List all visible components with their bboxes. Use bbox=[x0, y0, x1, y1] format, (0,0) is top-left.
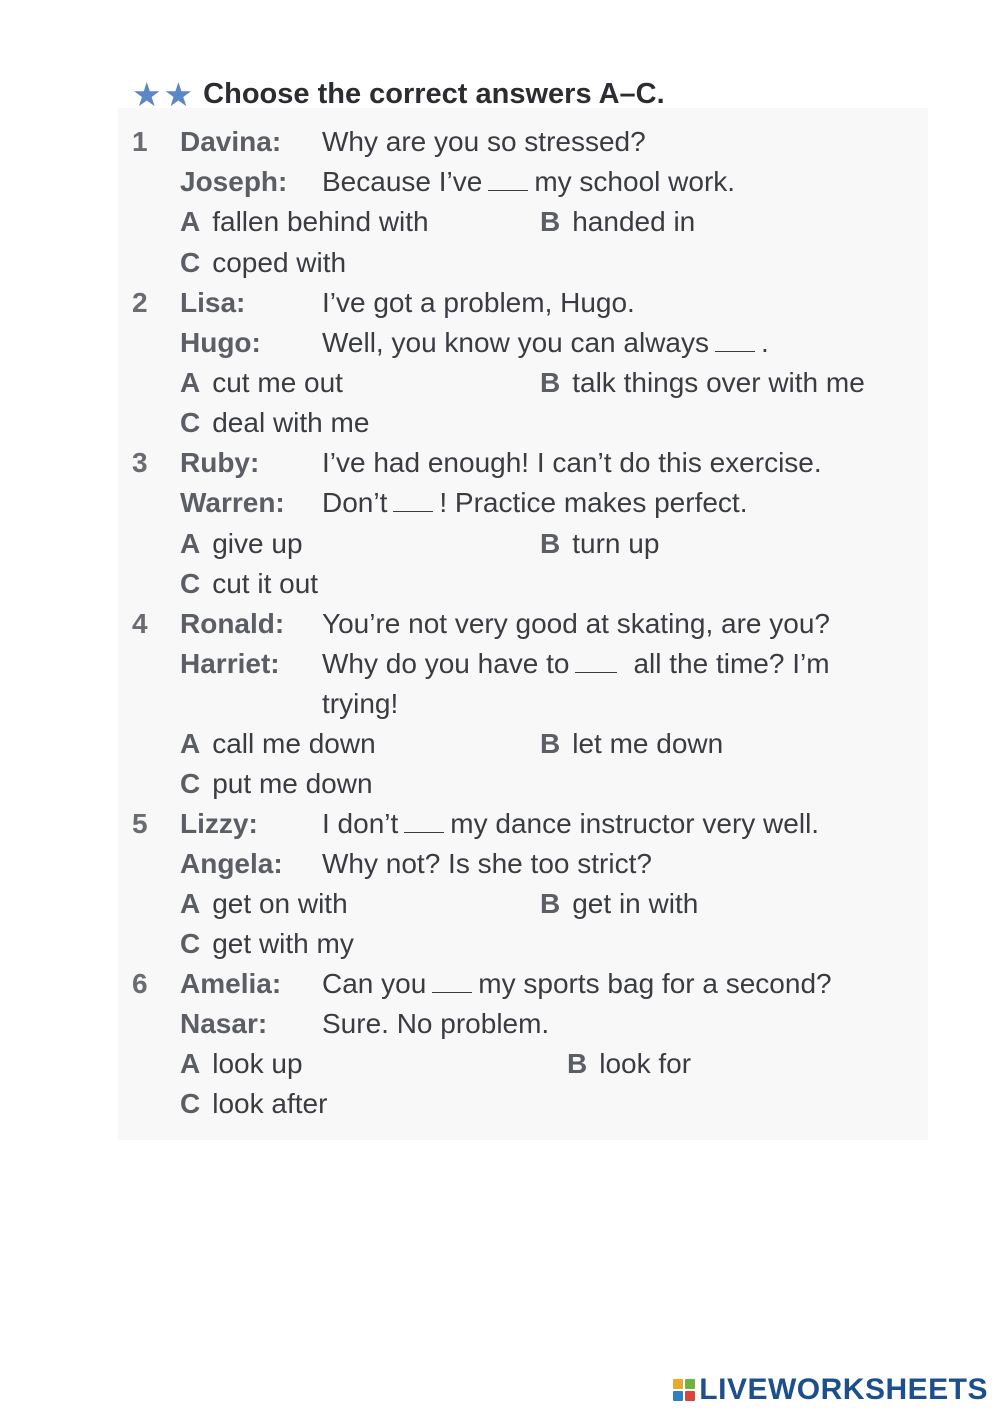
option-letter: C bbox=[180, 1088, 201, 1119]
dialogue-text-after: my school work. bbox=[534, 166, 736, 197]
brand-name: LIVEWORKSHEETS bbox=[699, 1373, 988, 1406]
option-text: get in with bbox=[572, 888, 699, 919]
option-text: turn up bbox=[572, 528, 660, 559]
option-letter: A bbox=[180, 1048, 201, 1079]
dialogue-text: Well, you know you can always bbox=[322, 327, 709, 358]
option-letter: A bbox=[180, 888, 201, 919]
question-1-option-a[interactable] bbox=[180, 202, 429, 242]
question-number: 2 bbox=[132, 287, 148, 318]
question-4-option-b[interactable] bbox=[540, 724, 723, 764]
option-text: cut it out bbox=[212, 568, 319, 599]
option-letter: B bbox=[567, 1048, 588, 1079]
option-letter: B bbox=[540, 728, 561, 759]
question-3-line-1 bbox=[132, 443, 822, 483]
question-2-option-a[interactable] bbox=[180, 363, 343, 403]
logo-cell bbox=[673, 1391, 683, 1401]
speaker-label: Angela: bbox=[180, 848, 283, 879]
option-text: call me down bbox=[212, 728, 376, 759]
question-5-option-a[interactable] bbox=[180, 884, 348, 924]
liveworksheets-logo-icon bbox=[673, 1379, 695, 1401]
speaker-label: Hugo: bbox=[180, 327, 261, 358]
option-text: deal with me bbox=[212, 407, 370, 438]
question-3-option-b[interactable] bbox=[540, 524, 659, 564]
speaker-label: Davina: bbox=[180, 126, 282, 157]
dialogue-text-after: my dance instructor very well. bbox=[450, 808, 820, 839]
option-text: get on with bbox=[212, 888, 348, 919]
dialogue-text-after: . bbox=[761, 327, 769, 358]
answer-blank bbox=[715, 351, 755, 352]
option-letter: C bbox=[180, 928, 201, 959]
dialogue-text: I’ve got a problem, Hugo. bbox=[322, 287, 635, 318]
answer-blank bbox=[393, 511, 433, 512]
question-4-line-1 bbox=[132, 604, 830, 644]
answer-blank bbox=[575, 672, 617, 673]
exercise-heading bbox=[132, 72, 665, 116]
option-text: put me down bbox=[212, 768, 373, 799]
logo-cell bbox=[685, 1391, 695, 1401]
logo-cell bbox=[673, 1379, 683, 1389]
dialogue-text: trying! bbox=[322, 688, 399, 719]
question-1-option-c[interactable] bbox=[180, 243, 346, 283]
question-5-option-c[interactable] bbox=[180, 924, 354, 964]
speaker-label: Amelia: bbox=[180, 968, 282, 999]
speaker-label: Ruby: bbox=[180, 447, 260, 478]
question-2-option-c[interactable] bbox=[180, 403, 369, 443]
dialogue-text: Why do you have to bbox=[322, 648, 570, 679]
option-letter: C bbox=[180, 568, 201, 599]
logo-cell bbox=[685, 1379, 695, 1389]
speaker-label: Lisa: bbox=[180, 287, 246, 318]
option-letter: C bbox=[180, 768, 201, 799]
answer-blank bbox=[432, 992, 472, 993]
question-number: 1 bbox=[132, 126, 148, 157]
speaker-label: Ronald: bbox=[180, 608, 285, 639]
dialogue-text: Don’t bbox=[322, 487, 388, 518]
question-4-option-a[interactable] bbox=[180, 724, 376, 764]
question-number: 6 bbox=[132, 968, 148, 999]
answer-blank bbox=[488, 190, 528, 191]
question-5-line-2 bbox=[180, 844, 652, 884]
option-text: look after bbox=[212, 1088, 328, 1119]
option-text: look up bbox=[212, 1048, 303, 1079]
option-letter: A bbox=[180, 728, 201, 759]
question-3-line-2 bbox=[180, 483, 747, 523]
question-5-line-1 bbox=[132, 804, 819, 844]
dialogue-text: Can you bbox=[322, 968, 427, 999]
speaker-label: Harriet: bbox=[180, 648, 280, 679]
dialogue-text: Why not? Is she too strict? bbox=[322, 848, 652, 879]
answer-blank bbox=[404, 832, 444, 833]
option-text: cut me out bbox=[212, 367, 343, 398]
dialogue-text-after: all the time? I’m bbox=[633, 648, 830, 679]
question-number: 4 bbox=[132, 608, 148, 639]
difficulty-stars-icon: ★★ bbox=[132, 75, 196, 113]
option-letter: B bbox=[540, 528, 561, 559]
option-text: let me down bbox=[572, 728, 724, 759]
question-number: 3 bbox=[132, 447, 148, 478]
speaker-label: Joseph: bbox=[180, 166, 288, 197]
question-1-line-2 bbox=[180, 162, 735, 202]
option-text: look for bbox=[599, 1048, 692, 1079]
question-number: 5 bbox=[132, 808, 148, 839]
dialogue-text: You’re not very good at skating, are you? bbox=[322, 608, 830, 639]
dialogue-text: Why are you so stressed? bbox=[322, 126, 646, 157]
dialogue-text: Sure. No problem. bbox=[322, 1008, 550, 1039]
dialogue-text: I don’t bbox=[322, 808, 399, 839]
question-2-line-1 bbox=[132, 283, 635, 323]
question-6-option-a[interactable] bbox=[180, 1044, 303, 1084]
option-letter: B bbox=[540, 206, 561, 237]
speaker-label: Lizzy: bbox=[180, 808, 258, 839]
option-letter: B bbox=[540, 367, 561, 398]
option-text: get with my bbox=[212, 928, 354, 959]
exercise-instruction: Choose the correct answers A–C. bbox=[203, 77, 665, 110]
question-4-line-3 bbox=[322, 684, 398, 724]
option-text: handed in bbox=[572, 206, 696, 237]
option-text: talk things over with me bbox=[572, 367, 865, 398]
option-text: give up bbox=[212, 528, 303, 559]
option-letter: C bbox=[180, 407, 201, 438]
question-2-option-b[interactable] bbox=[540, 363, 865, 403]
question-1-option-b[interactable] bbox=[540, 202, 695, 242]
dialogue-text: Because I’ve bbox=[322, 166, 483, 197]
question-6-line-1 bbox=[132, 964, 832, 1004]
liveworksheets-brand[interactable] bbox=[673, 1370, 988, 1410]
question-3-option-c[interactable] bbox=[180, 564, 318, 604]
option-letter: A bbox=[180, 528, 201, 559]
option-letter: C bbox=[180, 247, 201, 278]
question-2-line-2 bbox=[180, 323, 769, 363]
question-3-option-a[interactable] bbox=[180, 524, 303, 564]
option-text: coped with bbox=[212, 247, 347, 278]
option-letter: A bbox=[180, 206, 201, 237]
dialogue-text: I’ve had enough! I can’t do this exercise. bbox=[322, 447, 822, 478]
question-6-option-b[interactable] bbox=[567, 1044, 691, 1084]
dialogue-text-after: ! Practice makes perfect. bbox=[439, 487, 748, 518]
option-letter: A bbox=[180, 367, 201, 398]
question-4-line-2 bbox=[180, 644, 830, 684]
dialogue-text-after: my sports bag for a second? bbox=[478, 968, 832, 999]
option-text: fallen behind with bbox=[212, 206, 429, 237]
question-6-line-2 bbox=[180, 1004, 549, 1044]
speaker-label: Warren: bbox=[180, 487, 285, 518]
question-4-option-c[interactable] bbox=[180, 764, 373, 804]
question-1-line-1 bbox=[132, 122, 646, 162]
option-letter: B bbox=[540, 888, 561, 919]
question-6-option-c[interactable] bbox=[180, 1084, 327, 1124]
speaker-label: Nasar: bbox=[180, 1008, 268, 1039]
question-5-option-b[interactable] bbox=[540, 884, 698, 924]
